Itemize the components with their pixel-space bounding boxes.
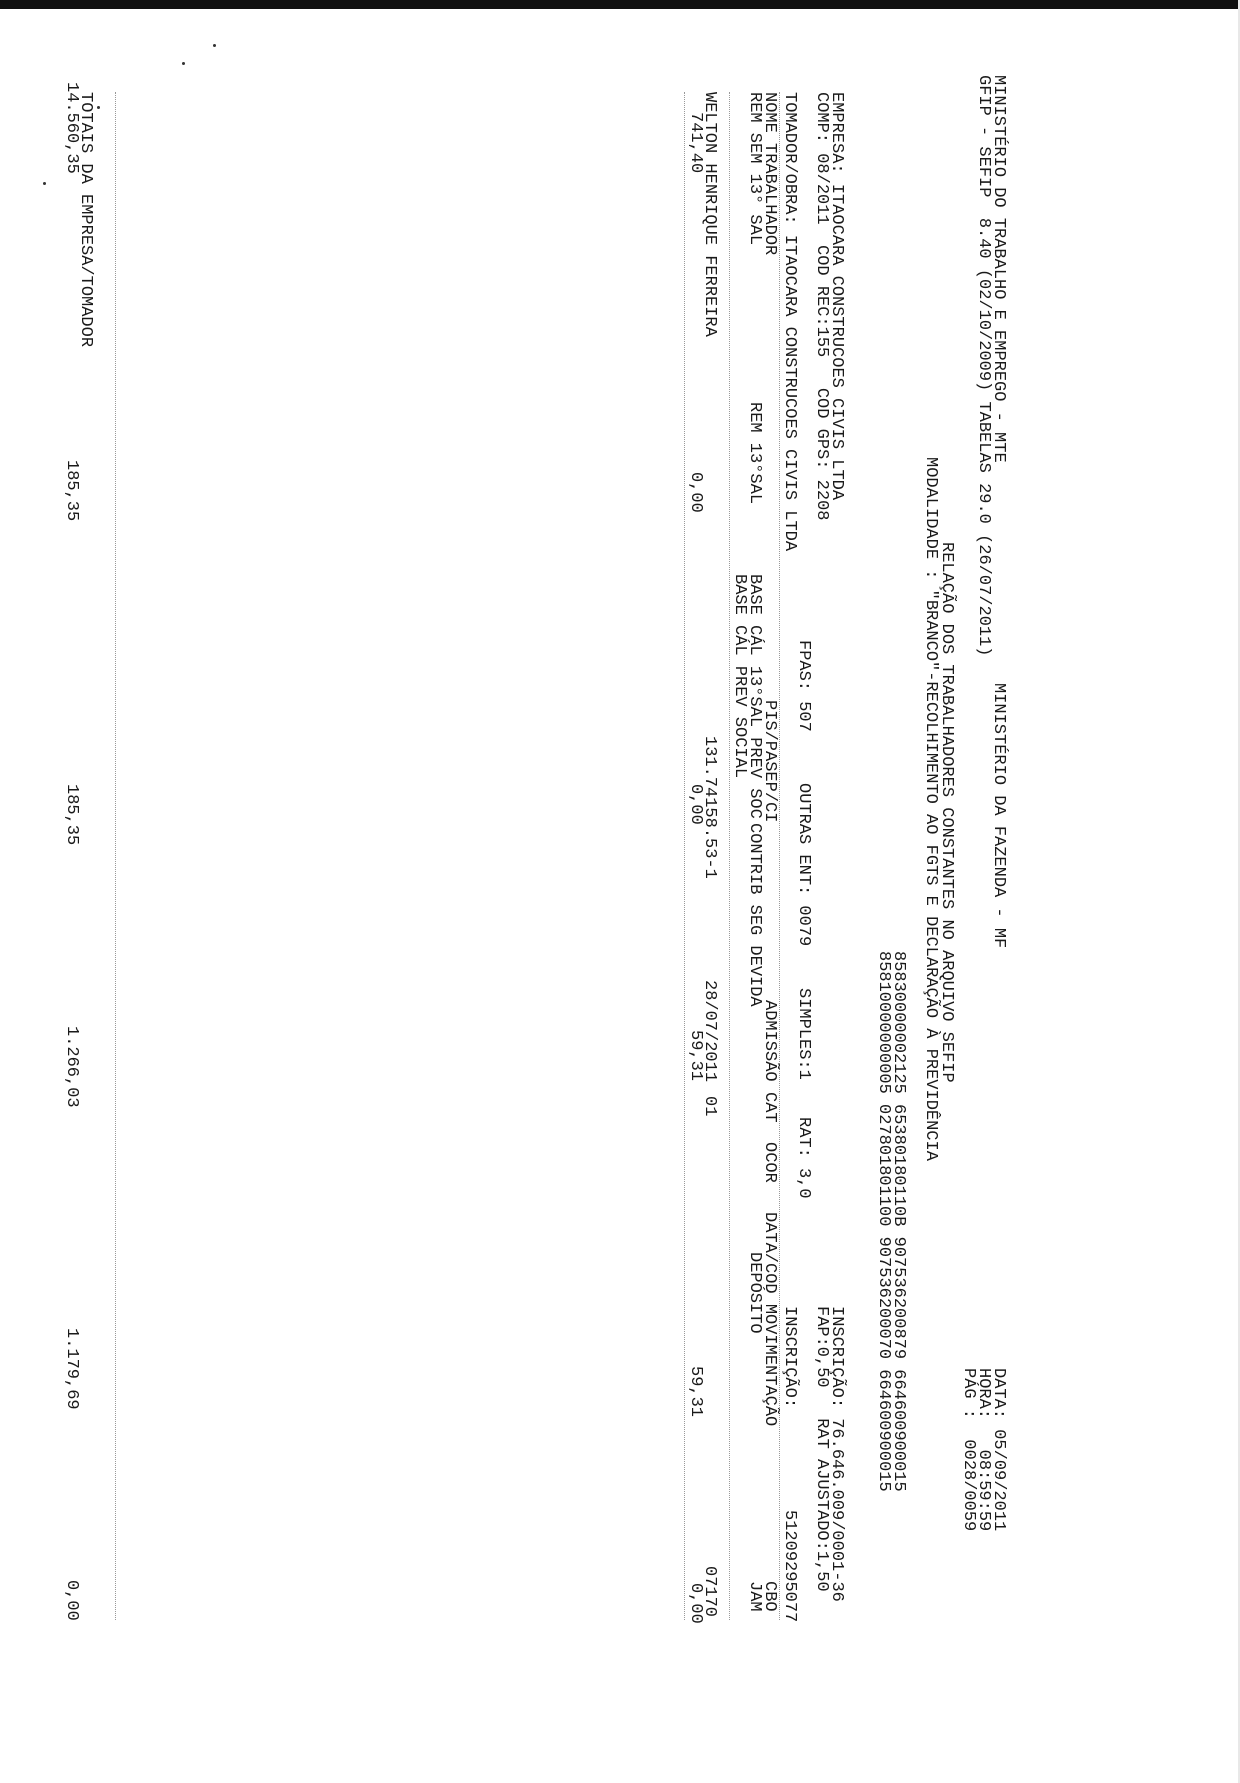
col-cat: CAT [760, 1092, 779, 1123]
col-base-prev-social: BASE CÁL PREV SOCIAL [730, 574, 749, 779]
scan-speck [213, 44, 216, 47]
report-modalidade: MODALIDADE : "BRANCO"-RECOLHIMENTO AO FGTS E DECLARAÇÃO À PREVIDÊNCIA [921, 457, 940, 1161]
worker-rem-13: 0,00 [686, 472, 705, 513]
scan-speck [97, 106, 100, 109]
col-rem-sem-13: REM SEM 13° SAL [745, 92, 764, 246]
company-rat: RAT: 3,0 [794, 1117, 813, 1199]
barcode-line-1: 85830000002125 65380180110B 907536200879 664600900015 [889, 951, 908, 1492]
barcode-line-2: 85810000000005 027801801100 907536200070 664600900015 [874, 951, 893, 1492]
col-ocor: OCOR [760, 1142, 779, 1183]
separator-line [729, 92, 730, 1620]
worker-admissao: 28/07/2011 [700, 980, 719, 1083]
separator-line [115, 92, 116, 1620]
header-gfip-version: GFIP - SEFIP 8.40 (02/10/2009) TABELAS 29.0 (26/07/2011) [974, 75, 993, 657]
worker-jam: 0,00 [686, 1583, 705, 1624]
total-rem-13: 185,35 [62, 460, 81, 522]
header-time: HORA: 08:59:59 [974, 1368, 993, 1532]
col-contrib-seg-devida: CONTRIB SEG DEVIDA [745, 823, 764, 1007]
company-tomador: TOMADOR/OBRA: ITAOCARA CONSTRUCOES CIVIS LTDA [780, 92, 799, 552]
total-jam: 0,00 [62, 1580, 81, 1621]
scan-speck [182, 62, 185, 65]
company-fap: FAP:0,50 RAT AJUSTADO:1,50 [812, 1306, 831, 1592]
col-rem-13: REM 13°SAL [745, 402, 764, 505]
worker-deposito: 59,31 [686, 1366, 705, 1418]
company-inscricao: INSCRIÇÃO: 76.646.009/0001-36 [827, 1306, 846, 1602]
worker-rem-sem-13: 741,40 [686, 112, 705, 174]
report-title: RELAÇÃO DOS TRABALHADORES CONSTANTES NO ARQUIVO SEFIP [937, 542, 956, 1083]
worker-name: WELTON HENRIQUE FERREIRA [700, 92, 719, 337]
separator-line [779, 92, 780, 1620]
col-jam: JAM [745, 1581, 764, 1612]
header-date: DATA: 05/09/2011 [989, 1368, 1008, 1532]
col-base-13-prev: BASE CÁL 13°SAL PREV SOC [745, 574, 764, 819]
col-pis-pasep: PIS/PASEP/CI [760, 700, 779, 823]
company-fpas: FPAS: 507 [794, 640, 813, 732]
company-simples: SIMPLES:1 [794, 988, 813, 1080]
worker-contrib: 59,31 [686, 1030, 705, 1082]
company-outras-ent: OUTRAS ENT: 0079 [794, 783, 813, 947]
header-ministry-mte: MINISTÉRIO DO TRABALHO E EMPREGO - MTE [989, 75, 1008, 463]
totals-label: TOTAIS DA EMPRESA/TOMADOR [76, 92, 95, 348]
company-comp: COMP: 08/2011 COD REC:155 COD GPS: 2208 [812, 92, 831, 521]
company-tomador-inscricao: INSCRIÇÃO: 51209295077 [780, 1306, 799, 1623]
col-cbo: CBO [760, 1581, 779, 1612]
worker-cat: 01 [700, 1096, 719, 1117]
header-ministry-mf: MINISTÉRIO DA FAZENDA - MF [989, 683, 1008, 949]
worker-base-13: 0,00 [686, 784, 705, 825]
company-name: EMPRESA: ITAOCARA CONSTRUCOES CIVIS LTDA [827, 92, 846, 501]
total-deposito: 1.179,69 [62, 1328, 81, 1410]
total-contrib: 1.266,03 [62, 1026, 81, 1108]
total-base-13: 185,35 [62, 784, 81, 846]
header-page: PÁG : 0028/0059 [959, 1368, 978, 1532]
worker-cbo: 07170 [700, 1566, 719, 1618]
separator-line [684, 92, 685, 1620]
col-deposito: DEPÓSITO [745, 1252, 764, 1334]
worker-pis: 131.74158.53-1 [700, 736, 719, 879]
total-rem-sem-13: 14.560,35 [62, 82, 81, 174]
col-data-cod-movimentacao: DATA/COD MOVIMENTAÇÃO [760, 1212, 779, 1427]
col-admissao: ADMISSÃO [760, 1000, 779, 1082]
col-nome-trabalhador: NOME TRABALHADOR [760, 92, 779, 256]
scan-speck [43, 182, 46, 185]
